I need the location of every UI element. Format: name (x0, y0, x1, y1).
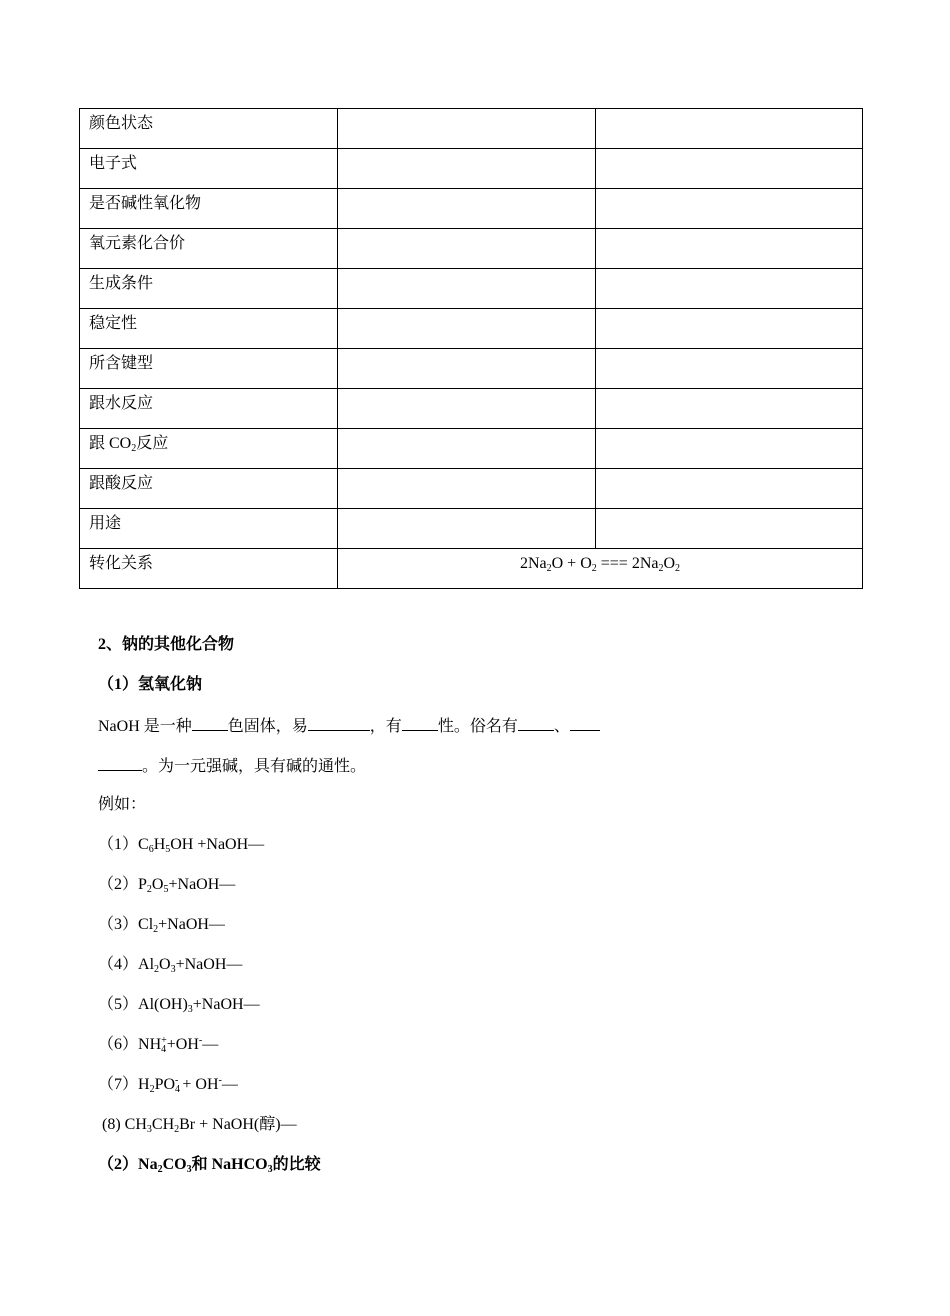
fill-blank[interactable] (98, 754, 142, 771)
fill-blank[interactable] (518, 714, 554, 731)
row-label: 转化关系 (80, 549, 338, 589)
table-cell (338, 309, 596, 349)
table-row (80, 469, 863, 509)
table-row (80, 189, 863, 229)
reaction-6: $(6)NH_4^++OH^-—$ (98, 1035, 219, 1055)
table-cell (596, 309, 863, 349)
table-row (80, 389, 863, 429)
table-cell (596, 109, 863, 149)
row-label: 颜色状态 (80, 109, 338, 149)
row-label: 氧元素化合价 (80, 229, 338, 269)
fill-blank[interactable] (192, 714, 228, 731)
row-label: 跟水反应 (80, 389, 338, 429)
table-cell (596, 429, 863, 469)
row-label: 跟 $CO_2$反应 (80, 429, 338, 469)
fill-blank[interactable] (402, 714, 438, 731)
reaction-4: $(4)Al_2O_3+NaOH—$ (98, 956, 243, 975)
naoh-description-cont: 。为一元强碱，具有碱的通性。 (98, 754, 366, 778)
table-row (80, 429, 863, 469)
reaction-1: $(1)C_6H_5OH$ +NaOH— (98, 836, 265, 855)
fill-blank[interactable] (570, 714, 600, 731)
table-cell (338, 229, 596, 269)
table-cell (338, 509, 596, 549)
table-cell (338, 269, 596, 309)
table-cell (338, 349, 596, 389)
fill-blank[interactable] (308, 714, 370, 731)
row-label: 电子式 (80, 149, 338, 189)
section-heading: 2、钠的其他化合物 (98, 636, 235, 653)
table-cell (596, 389, 863, 429)
table-cell (596, 229, 863, 269)
table-row (80, 549, 863, 589)
table-cell (596, 349, 863, 389)
subsection-heading-naoh: （1）氢氧化钠 (98, 676, 203, 693)
example-label: 例如： (98, 796, 147, 813)
reaction-3: $(3)Cl_2+NaOH—$ (98, 916, 225, 935)
table-cell (596, 149, 863, 189)
table-cell (596, 469, 863, 509)
row-label: 稳定性 (80, 309, 338, 349)
row-label: 跟酸反应 (80, 469, 338, 509)
table-cell (338, 429, 596, 469)
table-row (80, 109, 863, 149)
row-label: 所含键型 (80, 349, 338, 389)
table-row (80, 349, 863, 389)
table-row (80, 149, 863, 189)
reaction-5: $(5)Al(OH)_3+NaOH—$ (98, 996, 260, 1015)
table-row (80, 309, 863, 349)
naoh-description: NaOH 是一种 色固体，易 ，有 性。俗名有 、 (98, 714, 600, 738)
row-label: 用途 (80, 509, 338, 549)
row-label: 是否碱性氧化物 (80, 189, 338, 229)
table-cell (596, 189, 863, 229)
table-cell (596, 509, 863, 549)
table-cell (338, 109, 596, 149)
row-label: 生成条件 (80, 269, 338, 309)
table-row (80, 269, 863, 309)
reaction-8: (8) $CH_3CH_2Br$ + NaOH(醇)— (102, 1116, 297, 1135)
table-row (80, 229, 863, 269)
reaction-2: $(2)P_2O_5+NaOH—$ (98, 876, 236, 895)
table-cell (338, 189, 596, 229)
table-cell (338, 469, 596, 509)
table-cell (338, 389, 596, 429)
table-row (80, 509, 863, 549)
conversion-equation: $2Na_2O + O_2$ === $2Na_2O_2$ (338, 549, 863, 589)
table-cell (338, 149, 596, 189)
table-cell (596, 269, 863, 309)
properties-table (79, 108, 863, 589)
subsection-heading-compare: $(2)Na_2CO_3$和 NaHCO$_3$的比较 (98, 1156, 321, 1175)
reaction-7: $(7)H_2PO_4^-$ + OH-— (98, 1075, 238, 1095)
